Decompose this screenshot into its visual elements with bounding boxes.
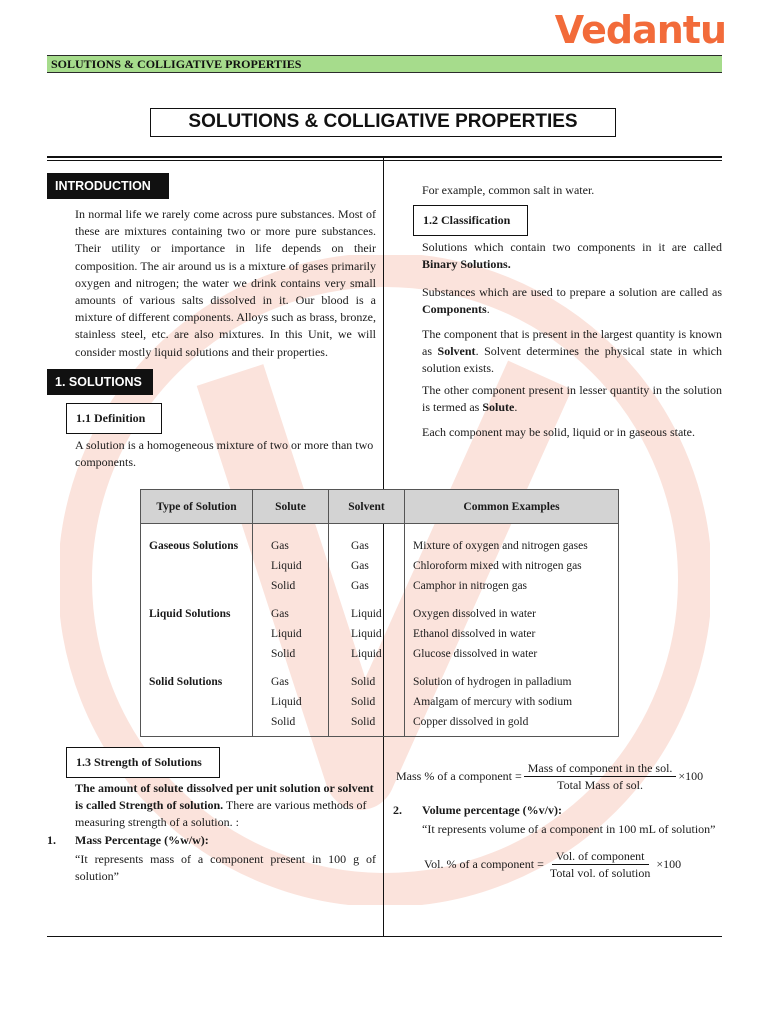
solvent-term: Solvent [437, 344, 476, 359]
mass-percentage-definition: “It represents mass of a component present in 100 g of solution” [75, 852, 376, 884]
table-cell-example: Solution of hydrogen in palladium [405, 664, 619, 692]
top-rule [47, 156, 722, 158]
formula2-multiplier: ×100 [656, 857, 682, 871]
formula1-fraction [524, 761, 677, 792]
bottom-rule [47, 936, 722, 937]
table-cell-solute: Liquid [253, 692, 329, 712]
table-cell-example: Ethanol dissolved in water [405, 624, 619, 644]
strength-heading: 1.3 Strength of Solutions [66, 747, 220, 778]
components-term: Components [422, 302, 487, 317]
formula2-numerator: Vol. of component [552, 849, 649, 865]
table-cell-type: Solid Solutions [141, 664, 253, 692]
strength-methods-text: There are various methods of measuring strength of a solution. : [75, 798, 367, 830]
strength-definition: The amount of solute dissolved per unit solution or solvent is called Strength of solution. [75, 781, 374, 813]
table-cell-solute: Gas [253, 664, 329, 692]
running-header-title: SOLUTIONS & COLLIGATIVE PROPERTIES [51, 57, 302, 71]
table-cell-example: Copper dissolved in gold [405, 712, 619, 737]
solvent-text-end: . Solvent determines the physical state in which solution exists. [422, 344, 722, 376]
table-cell-solute: Solid [253, 576, 329, 596]
formula2-fraction [546, 849, 655, 880]
table-row [141, 712, 619, 737]
table-cell-type [141, 624, 253, 644]
solutions-table [140, 489, 619, 737]
solute-term: Solute [482, 400, 515, 415]
table-row [141, 624, 619, 644]
definition-heading: 1.1 Definition [66, 403, 162, 434]
table-cell-example: Amalgam of mercury with sodium [405, 692, 619, 712]
volume-percentage-definition: “It represents volume of a component in 100 mL of solution” [422, 822, 716, 836]
formula1-multiplier: ×100 [678, 769, 704, 783]
item-2-number: 2. [393, 803, 402, 817]
volume-percentage-title: Volume percentage (%v/v): [422, 803, 562, 817]
table-cell-example: Oxygen dissolved in water [405, 596, 619, 624]
item-1-number: 1. [47, 833, 56, 847]
volume-percent-formula [424, 849, 681, 880]
table-cell-solvent: Gas [329, 576, 405, 596]
table-cell-example: Glucose dissolved in water [405, 644, 619, 664]
table-cell-solvent: Gas [329, 556, 405, 576]
state-paragraph: Each component may be solid, liquid or in gaseous state. [422, 425, 695, 439]
table-cell-type [141, 712, 253, 737]
solvent-text-start: The component that is present in the largest quantity is known as [422, 327, 722, 359]
table-cell-solvent: Solid [329, 712, 405, 737]
table-cell-solvent: Gas [329, 524, 405, 557]
solvent-paragraph [422, 326, 722, 378]
table-cell-solute: Gas [253, 596, 329, 624]
top-rule-thin [47, 160, 722, 161]
components-end: . [486, 302, 490, 317]
page-title: SOLUTIONS & COLLIGATIVE PROPERTIES [150, 108, 616, 137]
classification-heading: 1.2 Classification [413, 205, 528, 236]
table-cell-solute: Gas [253, 524, 329, 557]
binary-solutions-paragraph [422, 239, 722, 273]
example-text: For example, common salt in water. [422, 183, 595, 197]
table-cell-type [141, 556, 253, 576]
table-cell-solvent: Liquid [329, 596, 405, 624]
table-cell-solvent: Solid [329, 664, 405, 692]
table-cell-type: Liquid Solutions [141, 596, 253, 624]
mass-percent-formula [396, 761, 703, 792]
solute-text-end: . [514, 400, 518, 415]
components-text: Substances which are used to prepare a solution are called as [422, 285, 722, 299]
formula1-denominator: Total Mass of sol. [557, 778, 643, 792]
table-cell-type: Gaseous Solutions [141, 524, 253, 557]
table-cell-solvent: Liquid [329, 644, 405, 664]
formula1-numerator: Mass of component in the sol. [524, 761, 677, 777]
running-header [47, 55, 722, 73]
table-header-solute: Solute [253, 490, 329, 524]
formula2-lhs: Vol. % of a component = [424, 857, 544, 871]
table-cell-type [141, 576, 253, 596]
table-cell-example: Mixture of oxygen and nitrogen gases [405, 524, 619, 557]
binary-solutions-term: Binary Solutions. [422, 257, 511, 272]
table-row [141, 596, 619, 624]
table-header-type: Type of Solution [141, 490, 253, 524]
binary-solutions-text: Solutions which contain two components in it are called [422, 240, 722, 254]
introduction-heading: INTRODUCTION [47, 173, 169, 199]
table-cell-example: Chloroform mixed with nitrogen gas [405, 556, 619, 576]
table-row [141, 576, 619, 596]
table-cell-example: Camphor in nitrogen gas [405, 576, 619, 596]
components-paragraph [422, 284, 722, 318]
table-row [141, 556, 619, 576]
solute-paragraph [422, 382, 722, 416]
definition-paragraph: A solution is a homogeneous mixture of two or more than two components. [75, 438, 374, 470]
table-cell-type [141, 692, 253, 712]
table-cell-type [141, 644, 253, 664]
table-cell-solute: Liquid [253, 624, 329, 644]
table-cell-solute: Solid [253, 712, 329, 737]
table-row [141, 644, 619, 664]
table-header-solvent: Solvent [329, 490, 405, 524]
formula2-denominator: Total vol. of solution [549, 866, 651, 880]
table-cell-solvent: Liquid [329, 624, 405, 644]
table-header-examples: Common Examples [405, 490, 619, 524]
table-row [141, 692, 619, 712]
strength-paragraph [75, 780, 376, 832]
vedantu-logo: Vedantu [554, 8, 726, 52]
mass-percentage-title: Mass Percentage (%w/w): [75, 833, 209, 847]
table-cell-solvent: Solid [329, 692, 405, 712]
table-cell-solute: Solid [253, 644, 329, 664]
solute-text-start: The other component present in lesser quantity in the solution is termed as [422, 383, 722, 415]
table-row [141, 664, 619, 692]
solutions-heading: 1. SOLUTIONS [47, 369, 153, 395]
formula1-lhs: Mass % of a component = [396, 769, 522, 783]
introduction-paragraph: In normal life we rarely come across pure substances. Most of these are mixtures containing two or more pure substances. Their utility or importance in life depends on their composition. The air around us is a mixture of gases primarily oxygen and nitrogen; the water we drink contains very small amounts of various salts dissolved in it. Our blood is a mixture of different components. Alloys such as brass, bronze, stainless steel, etc. are also mixtures. In this Unit, we will consider mostly liquid solutions and their properties. [75, 207, 376, 359]
table-cell-solute: Liquid [253, 556, 329, 576]
table-row [141, 524, 619, 557]
table-header-row [141, 490, 619, 524]
